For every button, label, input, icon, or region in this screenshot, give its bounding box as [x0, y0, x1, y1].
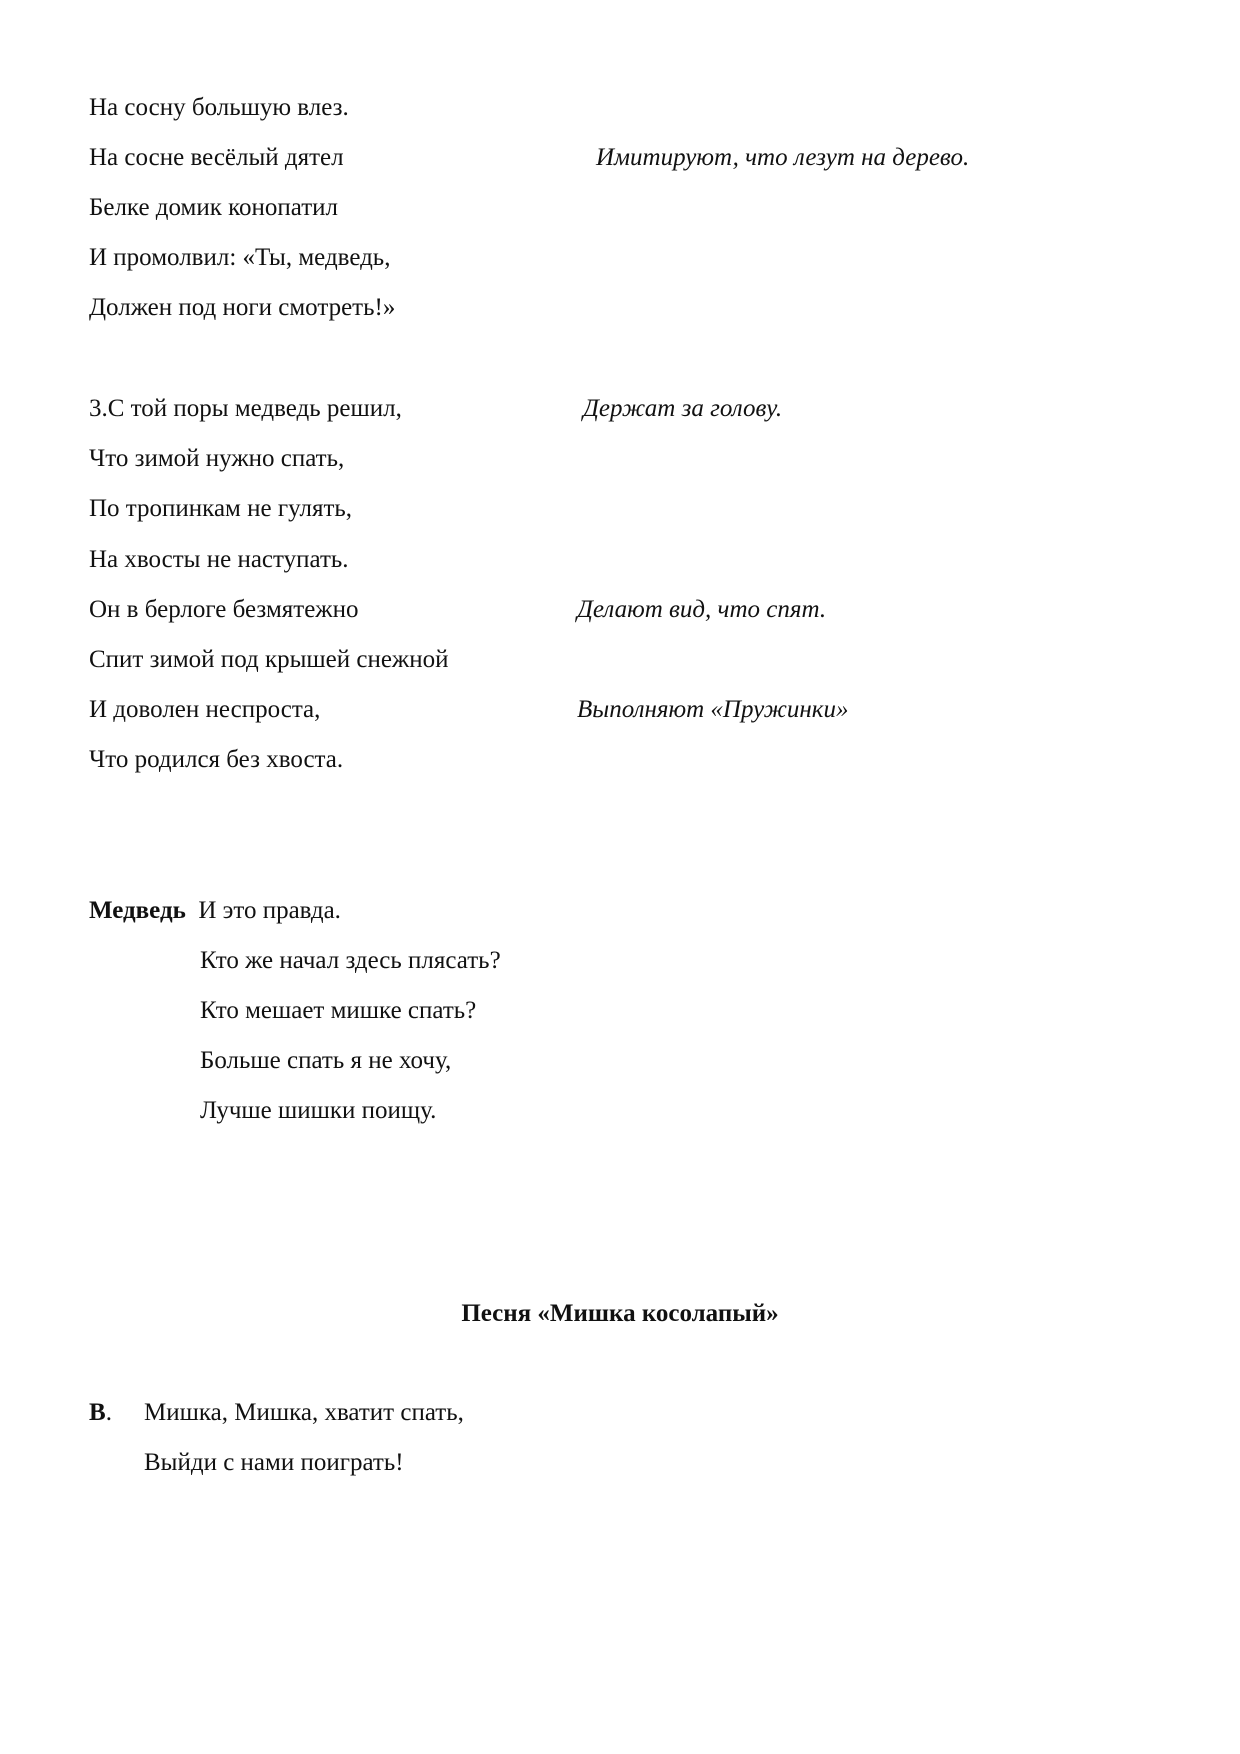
verse3-line-6: Спит зимой под крышей снежной: [89, 646, 449, 673]
verse3-line-8: Что родился без хвоста.: [89, 746, 344, 773]
verse2-line-3: Белке домик конопатил: [89, 194, 338, 221]
verse3-line-7: И доволен неспроста,: [89, 696, 321, 723]
verse2-line-5: Должен под ноги смотреть!»: [89, 294, 396, 321]
verse3-note-1: Держат за голову.: [583, 395, 783, 422]
host-speaker-punct: .: [105, 1399, 112, 1426]
bear-line-1: Кто же начал здесь плясать?: [200, 947, 501, 974]
verse3-note-2: Делают вид, что спят.: [577, 596, 827, 623]
verse2-line-2: На сосне весёлый дятел: [89, 144, 344, 171]
verse3-line-5: Он в берлоге безмятежно: [89, 596, 359, 623]
verse3-line-1: 3.С той поры медведь решил,: [89, 395, 402, 422]
bear-first-line: [89, 896, 341, 926]
bear-line-3: Больше спать я не хочу,: [200, 1047, 452, 1074]
verse3-line-2: Что зимой нужно спать,: [89, 445, 345, 472]
bear-line-4: Лучше шишки поищу.: [200, 1097, 437, 1124]
host-speaker: В: [89, 1399, 106, 1426]
host-speaker-line: [89, 1398, 112, 1428]
bear-speaker: Медведь: [89, 897, 186, 924]
host-line-2: Выйди с нами поиграть!: [144, 1449, 404, 1476]
bear-first-text: И это правда.: [198, 897, 341, 924]
song-title: Песня «Мишка косолапый»: [461, 1300, 779, 1327]
verse2-line-4: И промолвил: «Ты, медведь,: [89, 244, 391, 271]
host-line-1: Мишка, Мишка, хватит спать,: [144, 1399, 464, 1426]
verse3-note-3: Выполняют «Пружинки»: [577, 696, 849, 723]
verse3-line-3: По тропинкам не гулять,: [89, 495, 353, 522]
verse2-line-1: На сосну большую влез.: [89, 94, 349, 121]
verse2-note-1: Имитируют, что лезут на дерево.: [596, 144, 970, 171]
bear-line-2: Кто мешает мишке спать?: [200, 997, 477, 1024]
verse3-line-4: На хвосты не наступать.: [89, 546, 349, 573]
